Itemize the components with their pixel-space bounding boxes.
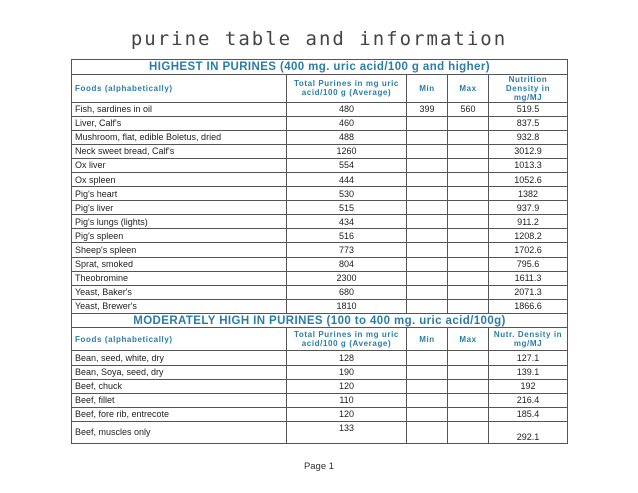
table-cell: 133 <box>287 421 407 443</box>
table-cell: 804 <box>287 257 407 271</box>
table-cell: 399 <box>407 102 448 116</box>
table-cell <box>407 172 448 186</box>
table-cell <box>407 271 448 285</box>
table-cell: Bean, Soya, seed, dry <box>72 365 287 379</box>
table-cell <box>448 172 489 186</box>
table-cell: 1013.3 <box>489 158 568 172</box>
table-cell: Yeast, Baker's <box>72 285 287 299</box>
table-cell: 192 <box>489 379 568 393</box>
table-cell <box>407 351 448 365</box>
table-cell <box>448 187 489 201</box>
table-row <box>72 229 568 243</box>
page-title: purine table and information <box>130 28 508 50</box>
table-row <box>72 215 568 229</box>
table-cell <box>407 421 448 443</box>
table-cell <box>407 130 448 144</box>
table-cell <box>448 229 489 243</box>
table-cell: 434 <box>287 215 407 229</box>
column-header: Max <box>448 328 489 351</box>
table-row <box>72 187 568 201</box>
table-row <box>72 158 568 172</box>
purine-table-body <box>72 60 568 444</box>
table-cell <box>407 187 448 201</box>
table-cell: 515 <box>287 201 407 215</box>
table-cell: 139.1 <box>489 365 568 379</box>
table-cell: Neck sweet bread, Calf's <box>72 144 287 158</box>
table-cell: Beef, fore rib, entrecote <box>72 407 287 421</box>
table-cell: 292.1 <box>489 421 568 443</box>
table-cell: Sprat, smoked <box>72 257 287 271</box>
table-cell: Fish, sardines in oil <box>72 102 287 116</box>
table-cell: 1208.2 <box>489 229 568 243</box>
table-cell: 488 <box>287 130 407 144</box>
column-header: Nutrition Density in mg/MJ <box>489 74 568 102</box>
table-cell: 560 <box>448 102 489 116</box>
table-row <box>72 421 568 443</box>
table-row <box>72 393 568 407</box>
table-row <box>72 407 568 421</box>
table-cell <box>448 407 489 421</box>
table-row <box>72 144 568 158</box>
table-cell: Ox spleen <box>72 172 287 186</box>
table-row <box>72 130 568 144</box>
table-cell: 1866.6 <box>489 299 568 313</box>
table-cell <box>407 285 448 299</box>
table-cell: 185.4 <box>489 407 568 421</box>
table-cell: Ox liver <box>72 158 287 172</box>
table-cell <box>407 243 448 257</box>
table-cell: 795.6 <box>489 257 568 271</box>
table-cell: 932.8 <box>489 130 568 144</box>
table-cell: 110 <box>287 393 407 407</box>
table-cell: Pig's liver <box>72 201 287 215</box>
table-row <box>72 351 568 365</box>
table-cell: Theobromine <box>72 271 287 285</box>
table-row <box>72 257 568 271</box>
table-row <box>72 116 568 130</box>
table-cell: 516 <box>287 229 407 243</box>
table-row <box>72 379 568 393</box>
column-header: Min <box>407 328 448 351</box>
table-cell: 2071.3 <box>489 285 568 299</box>
table-cell <box>407 365 448 379</box>
table-cell: 3012.9 <box>489 144 568 158</box>
table-cell <box>407 257 448 271</box>
table-row <box>72 299 568 313</box>
table-cell <box>407 158 448 172</box>
table-cell: Pig's spleen <box>72 229 287 243</box>
table-cell <box>448 158 489 172</box>
table-cell <box>448 243 489 257</box>
table-cell <box>407 116 448 130</box>
table-cell: 120 <box>287 379 407 393</box>
table-cell <box>448 257 489 271</box>
table-cell: 1810 <box>287 299 407 313</box>
table-cell: 554 <box>287 158 407 172</box>
table-cell <box>407 393 448 407</box>
section-heading: HIGHEST IN PURINES (400 mg. uric acid/100 g and higher) <box>72 60 568 75</box>
table-cell: 127.1 <box>489 351 568 365</box>
table-cell: 460 <box>287 116 407 130</box>
table-cell: Mushroom, flat, edible Boletus, dried <box>72 130 287 144</box>
table-cell <box>448 285 489 299</box>
table-cell: 1382 <box>489 187 568 201</box>
table-cell: Pig's heart <box>72 187 287 201</box>
table-cell <box>448 144 489 158</box>
table-cell: 530 <box>287 187 407 201</box>
table-cell <box>448 299 489 313</box>
table-row <box>72 201 568 215</box>
table-cell: 773 <box>287 243 407 257</box>
table-cell: 1260 <box>287 144 407 158</box>
table-cell: 128 <box>287 351 407 365</box>
table-cell: 190 <box>287 365 407 379</box>
table-row <box>72 365 568 379</box>
section-heading: MODERATELY HIGH IN PURINES (100 to 400 mg. uric acid/100g) <box>72 313 568 328</box>
table-cell <box>448 116 489 130</box>
column-header: Foods (alphabetically) <box>72 328 287 351</box>
table-row <box>72 172 568 186</box>
table-cell: 120 <box>287 407 407 421</box>
table-cell: Beef, muscles only <box>72 421 287 443</box>
table-cell: 911.2 <box>489 215 568 229</box>
table-cell: Pig's lungs (lights) <box>72 215 287 229</box>
table-cell <box>407 201 448 215</box>
table-cell: Bean, seed, white, dry <box>72 351 287 365</box>
table-row <box>72 285 568 299</box>
column-header: Foods (alphabetically) <box>72 74 287 102</box>
table-cell <box>407 215 448 229</box>
column-header: Max <box>448 74 489 102</box>
table-cell: Beef, chuck <box>72 379 287 393</box>
table-cell <box>448 271 489 285</box>
table-cell: 1702.6 <box>489 243 568 257</box>
table-cell <box>448 365 489 379</box>
table-cell: 444 <box>287 172 407 186</box>
table-cell: Yeast, Brewer's <box>72 299 287 313</box>
table-cell <box>448 351 489 365</box>
table-cell: 480 <box>287 102 407 116</box>
table-cell <box>448 379 489 393</box>
table-cell <box>448 201 489 215</box>
table-row <box>72 271 568 285</box>
column-header-row <box>72 328 568 351</box>
table-row <box>72 243 568 257</box>
section-heading-row <box>72 60 568 75</box>
table-cell: 837.5 <box>489 116 568 130</box>
table-cell: 937.9 <box>489 201 568 215</box>
table-cell: 1052.6 <box>489 172 568 186</box>
table-cell <box>448 215 489 229</box>
table-cell <box>448 130 489 144</box>
table-cell <box>407 299 448 313</box>
table-cell: 519.5 <box>489 102 568 116</box>
column-header: Nutr. Density in mg/MJ <box>489 328 568 351</box>
table-cell: Sheep's spleen <box>72 243 287 257</box>
table-cell: 1611.3 <box>489 271 568 285</box>
table-cell <box>448 421 489 443</box>
table-cell <box>407 407 448 421</box>
column-header: Total Purines in mg uric acid/100 g (Average) <box>287 74 407 102</box>
column-header: Total Purines in mg uric acid/100 g (Average) <box>287 328 407 351</box>
table-cell: 216.4 <box>489 393 568 407</box>
table-cell: 680 <box>287 285 407 299</box>
section-heading-row <box>72 313 568 328</box>
table-cell: 2300 <box>287 271 407 285</box>
table-cell: Liver, Calf's <box>72 116 287 130</box>
table-cell <box>407 379 448 393</box>
table-cell <box>407 229 448 243</box>
column-header: Min <box>407 74 448 102</box>
purine-table <box>71 59 568 444</box>
table-cell <box>407 144 448 158</box>
column-header-row <box>72 74 568 102</box>
table-cell <box>448 393 489 407</box>
table-cell: Beef, fillet <box>72 393 287 407</box>
page-footer: Page 1 <box>303 461 335 472</box>
table-row <box>72 102 568 116</box>
